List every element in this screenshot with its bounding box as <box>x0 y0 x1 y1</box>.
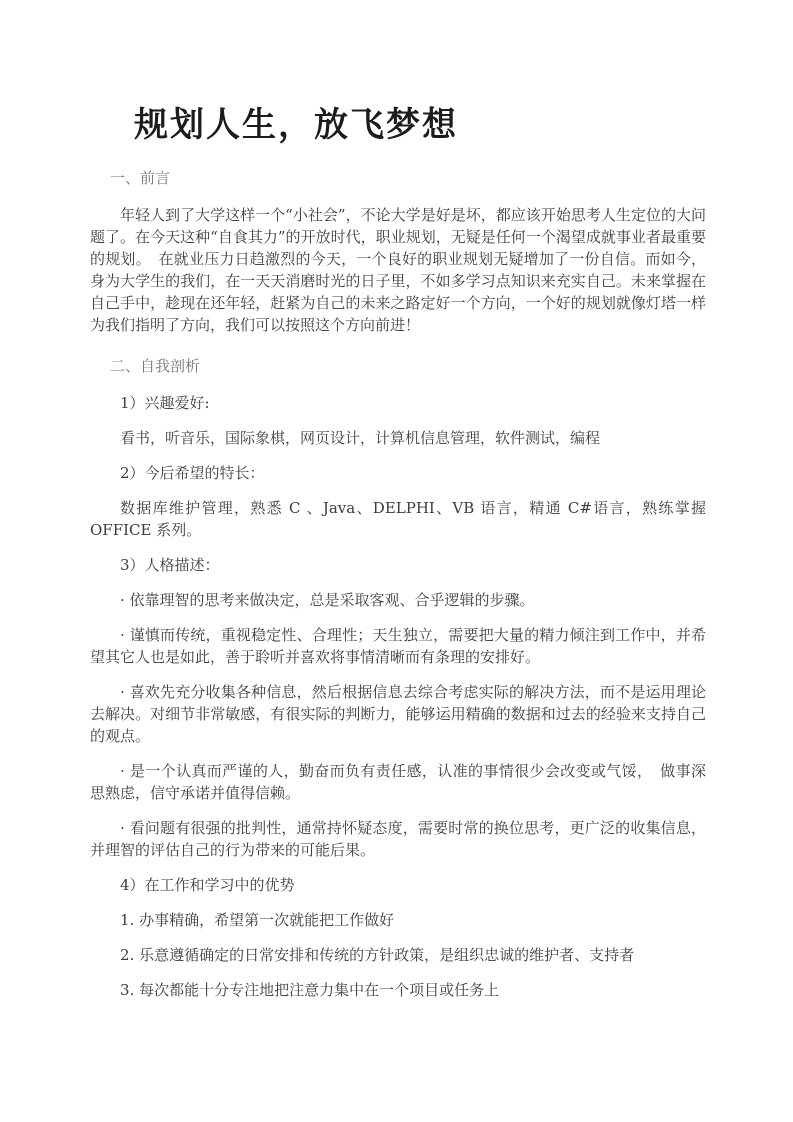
paragraph-personality-bullet-4: · 是一个认真而严谨的人，勤奋而负有责任感，认准的事情很少会改变或气馁， 做事深思熟虑，信守承诺并值得信赖。 <box>90 762 706 802</box>
paragraph-advantage-1: 1. 办事精确，希望第一次就能把工作做好 <box>120 911 395 929</box>
document-content <box>90 104 706 1014</box>
paragraph-personality-bullet-3: · 喜欢先充分收集各种信息，然后根据信息去综合考虑实际的解决方法，而不是运用理论去解决。对细节非常敏感，有很实际的判断力，能够运用精确的数据和过去的经验来支持自己的观点。 <box>90 683 706 745</box>
paragraph-advantage-2: 2. 乐意遵循确定的日常安排和传统的方针政策，是组织忠诚的维护者、支持者 <box>120 946 635 964</box>
paragraph-item-advantages-label: 4）在工作和学习中的优势 <box>120 876 295 894</box>
paragraph-item-interests-label: 1）兴趣爱好: <box>120 394 210 412</box>
section-heading-self-analysis: 二、自我剖析 <box>110 357 201 375</box>
paragraph-advantage-3: 3. 每次都能十分专注地把注意力集中在一个项目或任务上 <box>120 981 500 999</box>
document-title: 规划人生，放飞梦想 <box>134 105 458 145</box>
paragraph-item-skills-label: 2）今后希望的特长： <box>120 464 265 482</box>
paragraph-preface-body: 年轻人到了大学这样一个“小社会”，不论大学是好是坏，都应该开始思考人生定位的大问题了。在今天这种“自食其力”的开放时代，职业规划，无疑是任何一个渴望成就事业者最重要的规划。 在就业压力日趋激烈的今天，一个良好的职业规划无疑增加了一份自信。而如今，身为大学生的我们，在一天天消磨时光的日子里，不如多学习点知识来充实自己。未来掌握在自己手中，趁现在还年轻，赶紧为自己的未来之路定好一个方向，一个好的规划就像灯塔一样为我们指明了方向，我们可以按照这个方向前进！ <box>90 206 706 334</box>
paragraph-personality-bullet-5: · 看问题有很强的批判性，通常持怀疑态度，需要时常的换位思考，更广泛的收集信息，并理智的评估自己的行为带来的可能后果。 <box>90 819 706 859</box>
paragraph-personality-bullet-2: · 谨慎而传统，重视稳定性、合理性；天生独立，需要把大量的精力倾注到工作中，并希望其它人也是如此，善于聆听并喜欢将事情清晰而有条理的安排好。 <box>90 626 706 666</box>
paragraph-item-personality-label: 3）人格描述： <box>120 556 220 574</box>
paragraph-interests-list: 看书，听音乐，国际象棋，网页设计，计算机信息管理，软件测试，编程 <box>120 429 601 447</box>
paragraph-personality-bullet-1: · 依靠理智的思考来做决定，总是采取客观、合乎逻辑的步骤。 <box>120 591 535 609</box>
section-heading-preface: 一、前言 <box>110 169 171 187</box>
paragraph-skills-detail: 数据库维护管理，熟悉 C 、Java、DELPHI、VB 语言，精通 C#语言，熟练掌握 OFFICE 系列。 <box>90 499 706 539</box>
